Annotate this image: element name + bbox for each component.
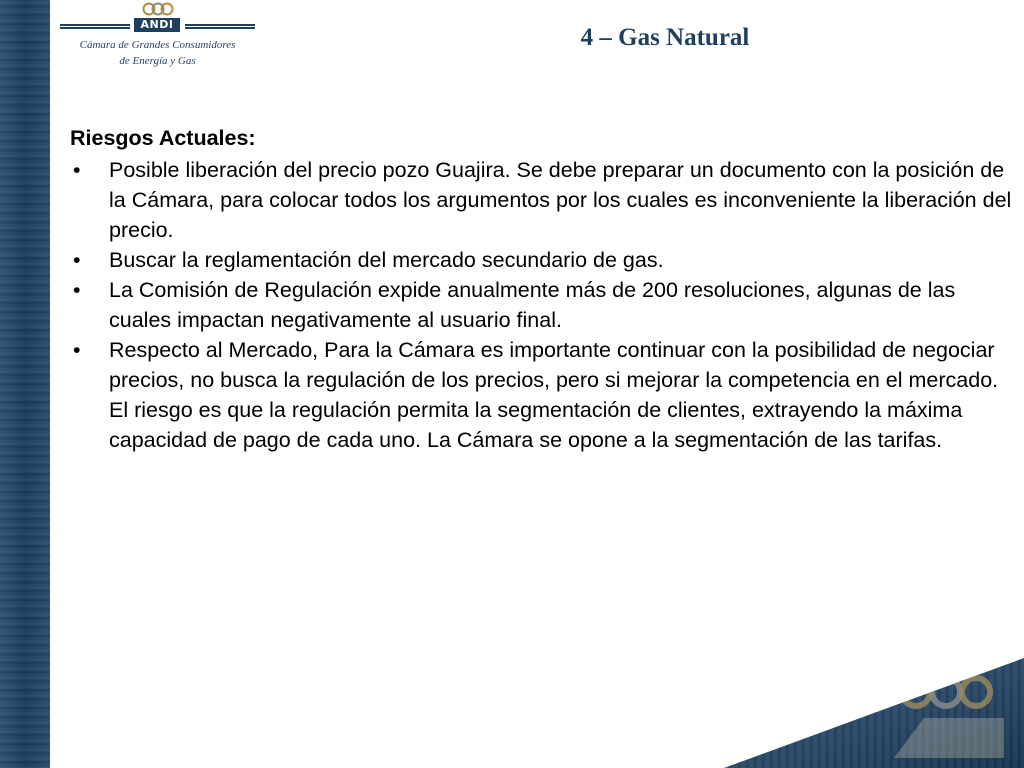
bullet-list <box>70 155 1020 455</box>
logo-badge: ANDI <box>134 18 180 32</box>
logo-org-line1: Cámara de Grandes Consumidores <box>79 39 236 51</box>
bullet-text: Buscar la reglamentación del mercado secundario de gas. <box>109 248 664 272</box>
list-item <box>70 275 1020 335</box>
bullet-text: Posible liberación del precio pozo Guajira. Se debe preparar un documento con la posición de la Cámara, para colocar todos los argumentos por los cuales es inconveniente la liberación del precio. <box>109 158 1012 242</box>
slide-content <box>70 123 1020 455</box>
bullet-text: La Comisión de Regulación expide anualmente más de 200 resoluciones, algunas de las cuales impactan negativamente al usuario final. <box>109 278 956 332</box>
list-item <box>70 335 1020 455</box>
bullet-icon: • <box>73 278 81 302</box>
bullet-icon: • <box>73 248 81 272</box>
andi-logo <box>60 2 255 70</box>
bullet-icon: • <box>73 338 81 362</box>
list-item <box>70 155 1020 245</box>
bullet-text: Respecto al Mercado, Para la Cámara es importante continuar con la posibilidad de negociar precios, no busca la regulación de los precios, pero si mejorar la competencia en el mercado. El riesgo es que la regulación permita la segmentación de clientes, extrayendo la máxima capacidad de pago de cada uno. La Cámara se opone a la segmentación de las tarifas. <box>109 338 999 452</box>
bullet-icon: • <box>73 158 81 182</box>
rings-icon <box>140 2 176 16</box>
list-item <box>70 245 1020 275</box>
slide-title: 4 – Gas Natural <box>580 24 750 51</box>
logo-org-line2: de Energía y Gas <box>119 55 196 67</box>
section-heading: Riesgos Actuales: <box>70 126 256 150</box>
left-decorative-band <box>0 0 50 768</box>
